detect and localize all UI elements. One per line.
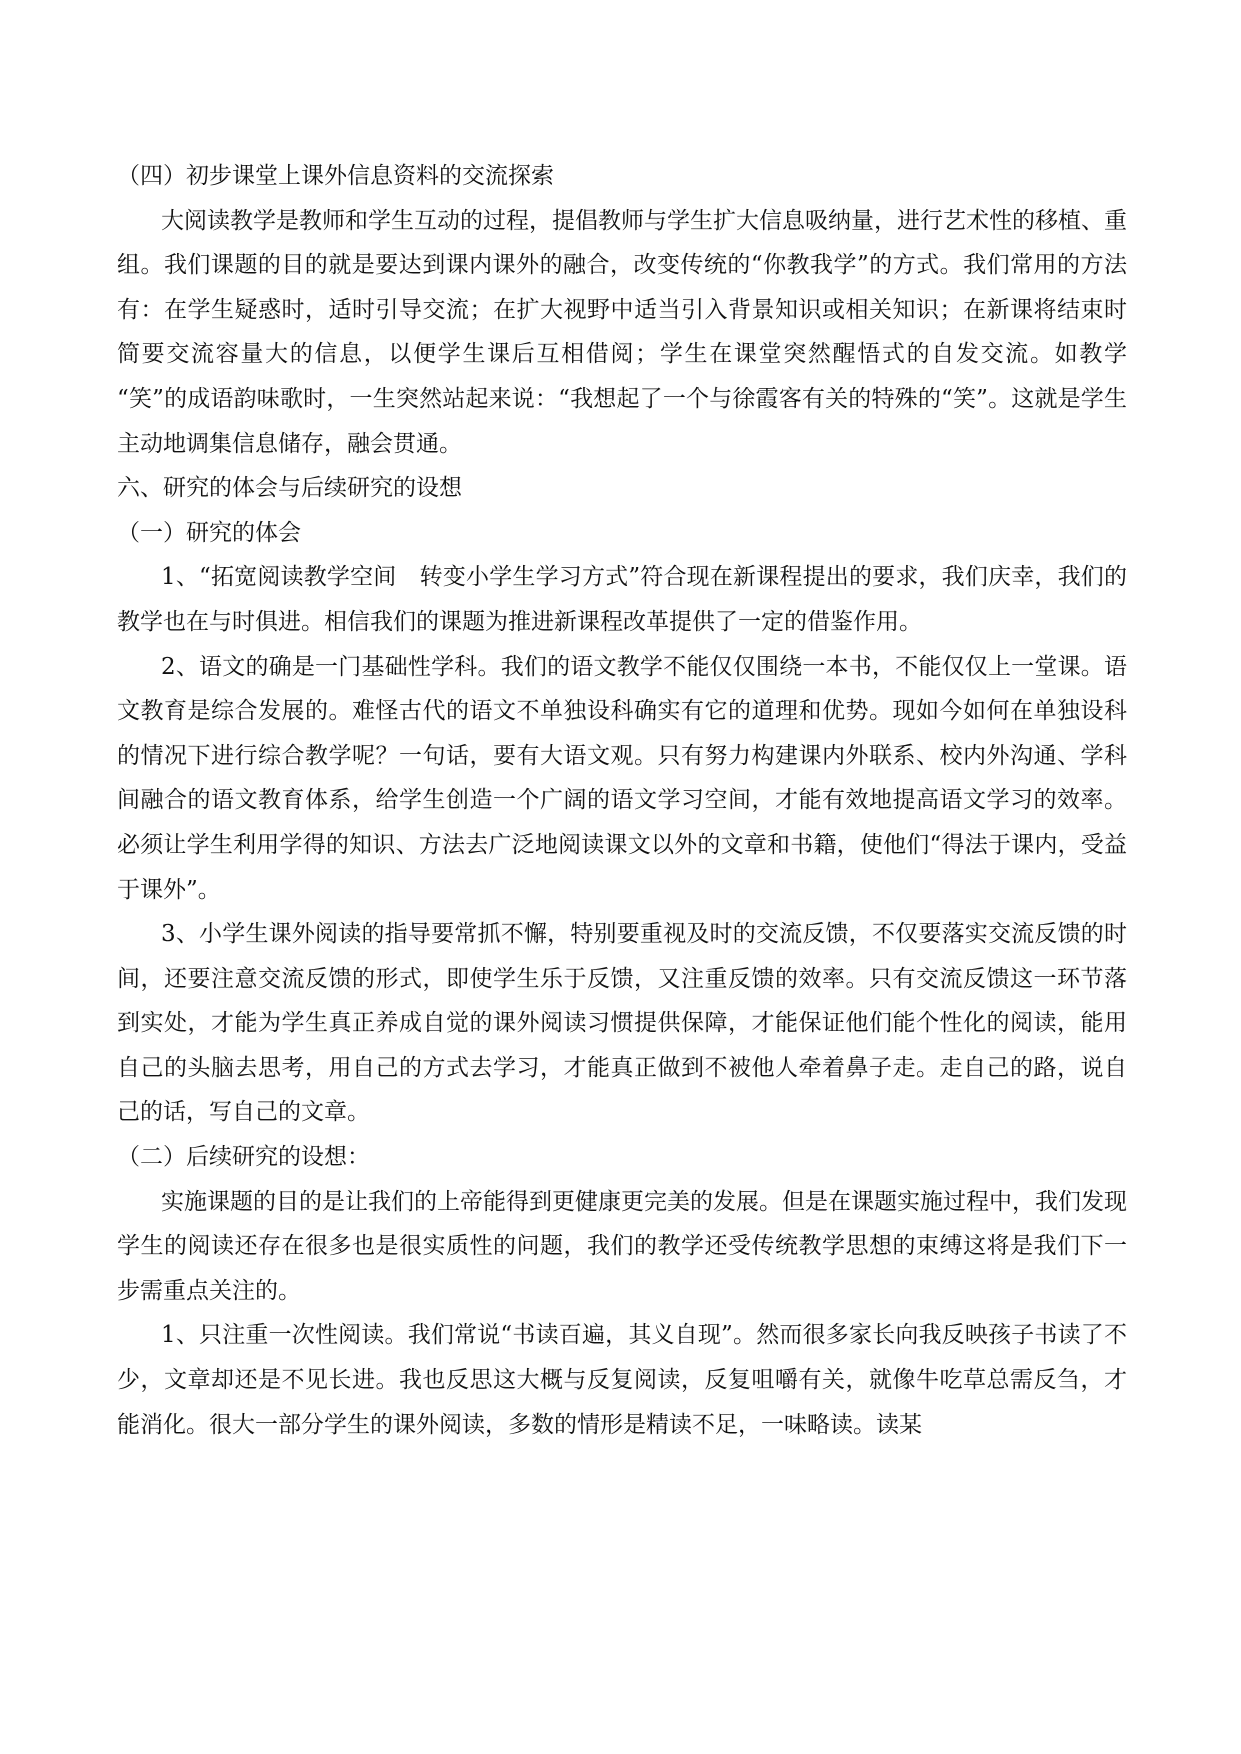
section-heading: （四）初步课堂上课外信息资料的交流探索 [117,163,554,189]
body-paragraph: 大阅读教学是教师和学生互动的过程，提倡教师与学生扩大信息吸纳量，进行艺术性的移植、重组。我们课题的目的就是要达到课内课外的融合，改变传统的“你教我学”的方式。我们常用的方法有：在学生疑惑时，适时引导交流；在扩大视野中适当引入背景知识或相关知识；在新课将结束时简要交流容量大的信息，以便学生课后互相借阅；学生在课堂突然醒悟式的自发交流。如教学 “笑”的成语韵味歌时，一生突然站起来说：“我想起了一个与徐霞客有关的特殊的“笑”。这就是学生主动地调集信息储存，融会贯通。 [117,207,1127,457]
body-paragraph: 1、只注重一次性阅读。我们常说“书读百遍，其义自现”。然而很多家长向我反映孩子书读了不少，文章却还是不见长进。我也反思这大概与反复阅读，反复咀嚼有关，就像牛吃草总需反刍，才能消化。很大一部分学生的课外阅读，多数的情形是精读不足，一味略读。读某 [117,1322,1127,1438]
subsection-heading: （二）后续研究的设想： [117,1144,370,1171]
body-paragraph: 1、“拓宽阅读教学空间 转变小学生学习方式”符合现在新课程提出的要求，我们庆幸，我们的教学也在与时俱进。相信我们的课题为推进新课程改革提供了一定的借鉴作用。 [117,564,1127,635]
body-paragraph: 2、语文的确是一门基础性学科。我们的语文教学不能仅仅围绕一本书，不能仅仅上一堂课。语文教育是综合发展的。难怪古代的语文不单独设科确实有它的道理和优势。现如今如何在单独设科的情况下进行综合教学呢？一句话，要有大语文观。只有努力构建课内外联系、校内外沟通、学科间融合的语文教育体系，给学生创造一个广阔的语文学习空间，才能有效地提高语文学习的效率。必须让学生利用学得的知识、方法去广泛地阅读课文以外的文章和书籍，使他们“得法于课内，受益于课外”。 [117,653,1127,903]
body-paragraph: 实施课题的目的是让我们的上帝能得到更健康更完美的发展。但是在课题实施过程中，我们发现学生的阅读还存在很多也是很实质性的问题，我们的教学还受传统教学思想的束缚这将是我们下一步需重点关注的。 [117,1188,1127,1304]
document-page [117,154,1127,1447]
subsection-heading: （一）研究的体会 [117,519,301,546]
body-paragraph: 3、小学生课外阅读的指导要常抓不懈，特别要重视及时的交流反馈，不仅要落实交流反馈的时间，还要注意交流反馈的形式，即使学生乐于反馈，又注重反馈的效率。只有交流反馈这一环节落到实处，才能为学生真正养成自觉的课外阅读习惯提供保障，才能保证他们能个性化的阅读，能用自己的头脑去思考，用自己的方式去学习，才能真正做到不被他人牵着鼻子走。走自己的路，说自己的话，写自己的文章。 [117,921,1127,1126]
section-heading: 六、研究的体会与后续研究的设想 [117,475,462,502]
